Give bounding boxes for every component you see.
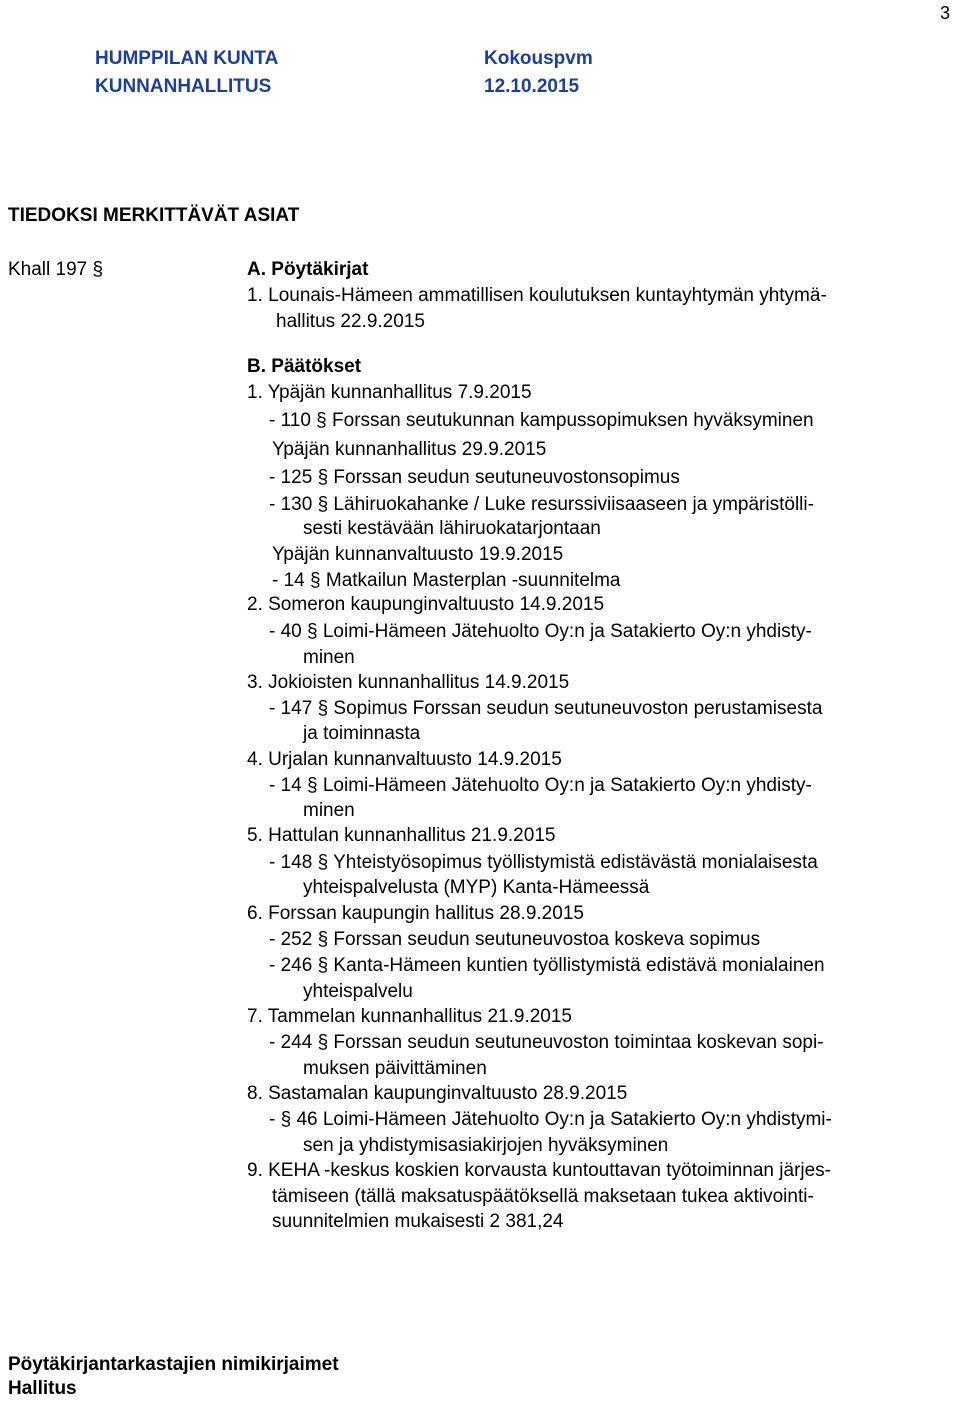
- list-item: - 14 § Loimi-Hämeen Jätehuolto Oy:n ja Satakierto Oy:n yhdisty-: [269, 775, 812, 796]
- list-item: 3. Jokioisten kunnanhallitus 14.9.2015: [247, 672, 570, 693]
- list-item: minen: [303, 647, 355, 668]
- list-item: - 130 § Lähiruokahanke / Luke resurssiviisaaseen ja ympäristölli-: [269, 494, 814, 515]
- list-item: tämiseen (tällä maksatuspäätöksellä maksetaan tukea aktivointi-: [272, 1186, 814, 1207]
- list-item: suunnitelmien mukaisesti 2 381,24: [272, 1211, 564, 1232]
- section-title: TIEDOKSI MERKITTÄVÄT ASIAT: [8, 205, 300, 226]
- list-item: yhteispalvelusta (MYP) Kanta-Hämeessä: [303, 877, 650, 898]
- header-body: KUNNANHALLITUS: [95, 76, 272, 97]
- page-number: 3: [940, 3, 951, 23]
- list-item: - 252 § Forssan seudun seutuneuvostoa koskeva sopimus: [269, 929, 761, 950]
- list-item: - 14 § Matkailun Masterplan -suunnitelma: [272, 570, 621, 591]
- list-item: Ypäjän kunnanhallitus 29.9.2015: [272, 439, 547, 460]
- list-item: 1. Ypäjän kunnanhallitus 7.9.2015: [247, 382, 532, 403]
- header-meeting-date: 12.10.2015: [484, 76, 580, 97]
- list-item: Ypäjän kunnanvaltuusto 19.9.2015: [272, 544, 564, 565]
- list-item: 4. Urjalan kunnanvaltuusto 14.9.2015: [247, 749, 562, 770]
- list-item: muksen päivittäminen: [303, 1058, 487, 1079]
- footer-signature-label: Pöytäkirjantarkastajien nimikirjaimet: [8, 1354, 339, 1375]
- list-item: 5. Hattulan kunnanhallitus 21.9.2015: [247, 825, 556, 846]
- subheading-paatokset: B. Päätökset: [247, 356, 362, 377]
- item-ref: Khall 197 §: [8, 259, 104, 280]
- footer-body: Hallitus: [8, 1378, 77, 1399]
- list-item: - 147 § Sopimus Forssan seudun seutuneuvoston perustamisesta: [269, 698, 823, 719]
- list-item: 6. Forssan kaupungin hallitus 28.9.2015: [247, 903, 584, 924]
- list-item: - 246 § Kanta-Hämeen kuntien työllistymistä edistävä monialainen: [269, 955, 825, 976]
- list-item: yhteispalvelu: [303, 981, 413, 1002]
- list-item: - 148 § Yhteistyösopimus työllistymistä edistävästä monialaisesta: [269, 852, 818, 873]
- header-meeting-label: Kokouspvm: [484, 48, 593, 69]
- subheading-poytakirjat: A. Pöytäkirjat: [247, 259, 369, 280]
- list-item: - 244 § Forssan seudun seutuneuvoston toimintaa koskevan sopi-: [269, 1032, 824, 1053]
- list-item: 1. Lounais-Hämeen ammatillisen koulutuksen kuntayhtymän yhtymä-: [247, 285, 827, 306]
- list-item: sen ja yhdistymisasiakirjojen hyväksyminen: [303, 1135, 669, 1156]
- list-item: - 40 § Loimi-Hämeen Jätehuolto Oy:n ja Satakierto Oy:n yhdisty-: [269, 621, 812, 642]
- header-org: HUMPPILAN KUNTA: [95, 48, 279, 69]
- list-item: 9. KEHA -keskus koskien korvausta kuntouttavan työtoiminnan järjes-: [247, 1160, 832, 1181]
- list-item: 8. Sastamalan kaupunginvaltuusto 28.9.2015: [247, 1083, 628, 1104]
- list-item: minen: [303, 800, 355, 821]
- list-item: sesti kestävään lähiruokatarjontaan: [303, 518, 601, 539]
- list-item: 7. Tammelan kunnanhallitus 21.9.2015: [247, 1006, 572, 1027]
- list-item: - § 46 Loimi-Hämeen Jätehuolto Oy:n ja Satakierto Oy:n yhdistymi-: [269, 1109, 832, 1130]
- list-item: ja toiminnasta: [303, 723, 421, 744]
- list-item: hallitus 22.9.2015: [276, 311, 425, 332]
- list-item: 2. Someron kaupunginvaltuusto 14.9.2015: [247, 594, 605, 615]
- list-item: - 125 § Forssan seudun seutuneuvostonsopimus: [269, 467, 680, 488]
- list-item: - 110 § Forssan seutukunnan kampussopimuksen hyväksyminen: [269, 410, 814, 431]
